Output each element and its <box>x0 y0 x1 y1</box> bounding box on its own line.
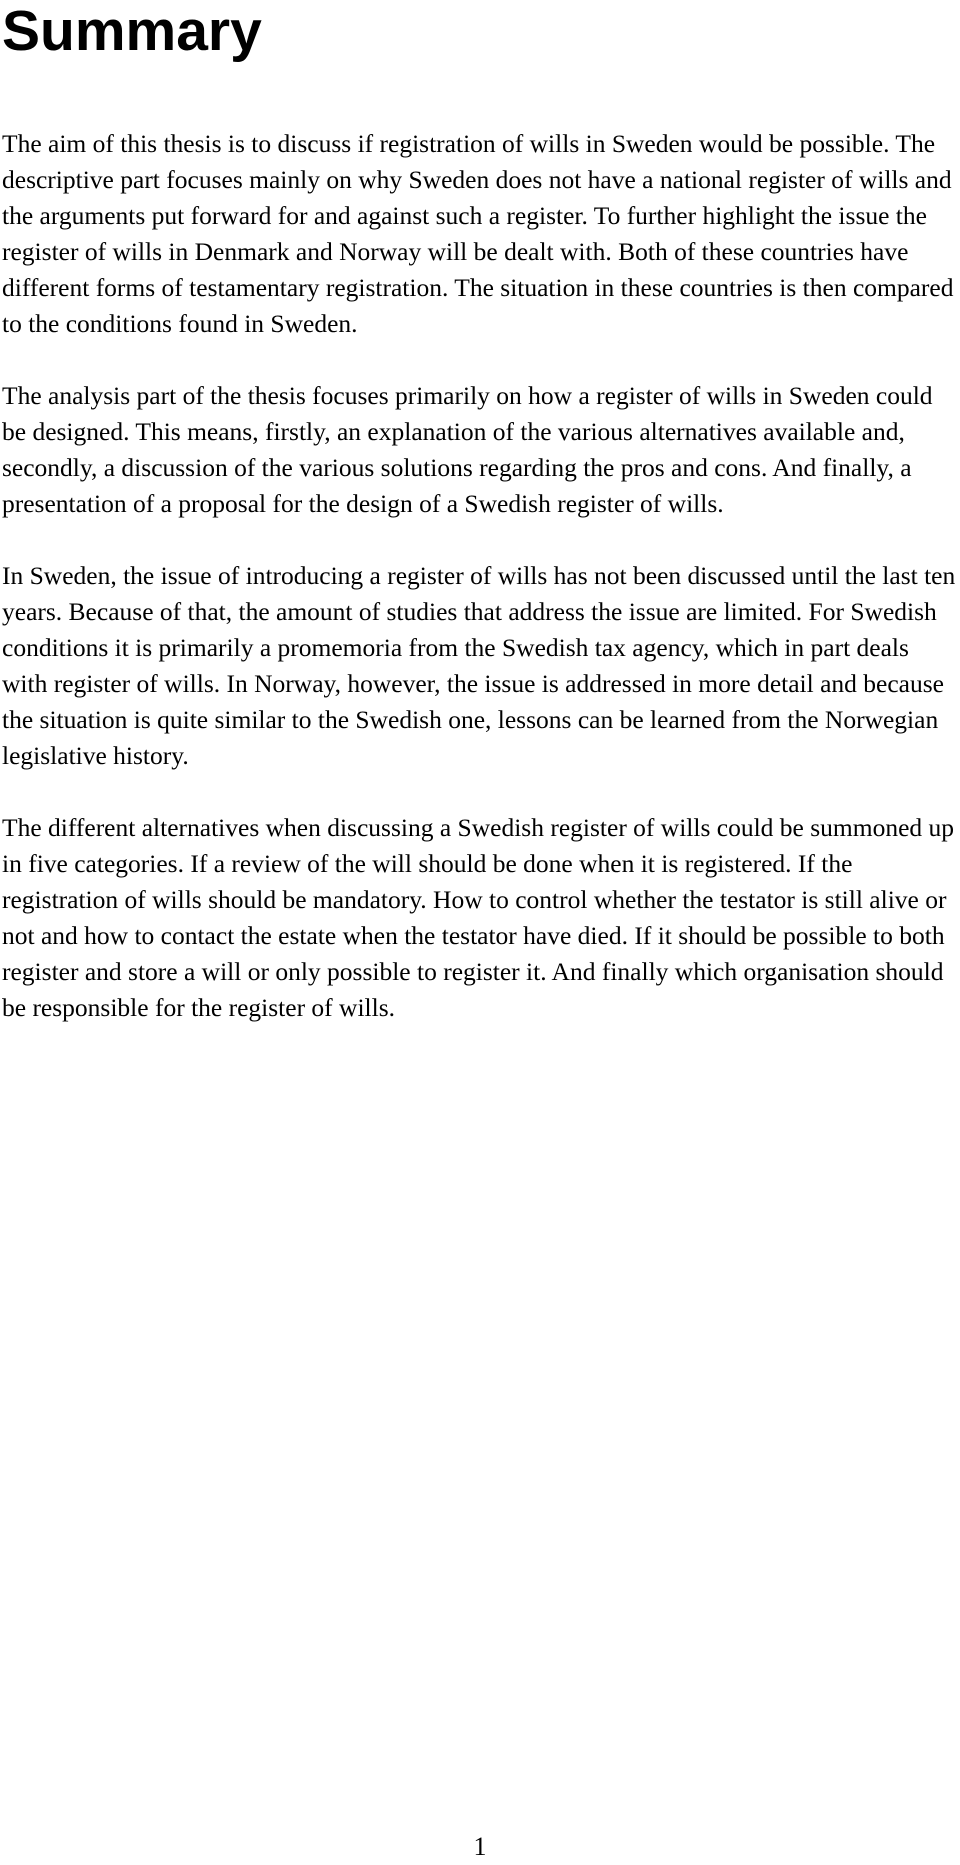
page-title: Summary <box>2 0 262 63</box>
page-number: 1 <box>473 1832 487 1861</box>
paragraph-3: In Sweden, the issue of introducing a register of wills has not been discussed until the last ten years. Because of that, the amount of studies that address the issue are limited. For Swedish conditions it is primarily a promemoria from the Swedish tax agency, which in part deals with register of wills. In Norway, however, the issue is addressed in more detail and because the situation is quite similar to the Swedish one, lessons can be learned from the Norwegian legislative history. <box>2 561 956 770</box>
paragraph-4: The different alternatives when discussing a Swedish register of wills could be summoned up in five categories. If a review of the will should be done when it is registered. If the registration of wills should be mandatory. How to control whether the testator is still alive or not and how to contact the estate when the testator have died. If it should be possible to both register and store a will or only possible to register it. And finally which organisation should be responsible for the register of wills. <box>2 813 955 1022</box>
paragraph-1: The aim of this thesis is to discuss if registration of wills in Sweden would be possible. The descriptive part focuses mainly on why Sweden does not have a national register of wills and the arguments put forward for and against such a register. To further highlight the issue the register of wills in Denmark and Norway will be dealt with. Both of these countries have different forms of testamentary registration. The situation in these countries is then compared to the conditions found in Sweden. <box>2 129 954 338</box>
paragraph-2: The analysis part of the thesis focuses primarily on how a register of wills in Sweden could be designed. This means, firstly, an explanation of the various alternatives available and, secondly, a discussion of the various solutions regarding the pros and cons. And finally, a presentation of a proposal for the design of a Swedish register of wills. <box>2 381 933 518</box>
summary-body <box>2 126 957 1062</box>
